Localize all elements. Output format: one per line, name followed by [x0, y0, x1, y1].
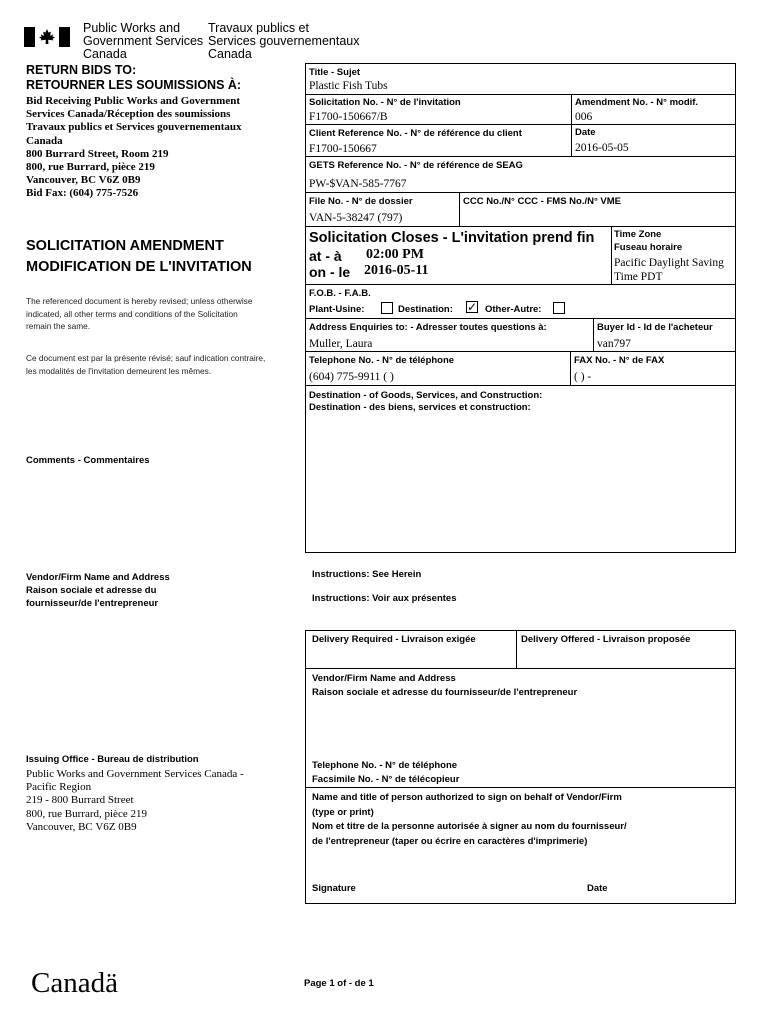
flag-icon: [24, 27, 70, 47]
divider: [611, 226, 612, 284]
department-name-line: Services gouvernementaux: [208, 34, 360, 48]
divider: [305, 226, 736, 227]
enquiries-value: Muller, Laura: [309, 338, 373, 350]
file-number-label: File No. - N° de dossier: [309, 196, 413, 207]
label-line: fournisseur/de l'entrepreneur: [26, 598, 159, 609]
amendment-number-label: Amendment No. - N° modif.: [575, 97, 699, 108]
label-line: Nom et titre de la personne autorisée à signer au nom du fournisseur/: [312, 821, 627, 832]
revision-notice-en: [26, 295, 252, 333]
divider: [305, 192, 736, 193]
divider: [305, 351, 736, 352]
address-line: 800, rue Burrard, pièce 219: [26, 807, 147, 820]
department-name-line: Government Services: [83, 34, 204, 48]
label-line: Vendor/Firm Name and Address: [26, 572, 170, 583]
issuing-office-label: Issuing Office - Bureau de distribution: [26, 754, 199, 765]
divider: [571, 94, 572, 156]
amendment-number-value: 006: [575, 111, 593, 123]
label-line: Destination - des biens, services et construction:: [309, 401, 531, 413]
plant-usine-checkbox[interactable]: [381, 302, 393, 314]
signature-date-label: Date: [587, 883, 608, 894]
notice-line: indicated, all other terms and conditions of the Solicitation: [26, 308, 238, 319]
value-line: Pacific Daylight Saving: [614, 257, 724, 269]
notice-line: Ce document est par la présente révisé; sauf indication contraire,: [26, 353, 266, 363]
address-line: Services Canada/Réception des soumissions: [26, 108, 231, 121]
divider: [305, 124, 736, 125]
divider: [305, 318, 736, 319]
label-line: Time Zone: [614, 229, 662, 240]
label-line: (type or print): [312, 806, 374, 818]
fob-label: F.O.B. - F.A.B.: [309, 288, 371, 299]
department-name-en: [83, 22, 203, 61]
delivery-required-label: Delivery Required - Livraison exigée: [312, 634, 476, 645]
canada-wordmark: Canadä: [31, 967, 118, 999]
label-line: Facsimile No. - N° de télécopieur: [312, 774, 460, 785]
date-value: 2016-05-05: [575, 142, 629, 154]
canada-flag-logo: [24, 27, 70, 47]
authorized-signer-label: [312, 791, 627, 849]
title-line: MODIFICATION DE L'INVITATION: [26, 259, 252, 275]
title-label: Title - Sujet: [309, 67, 361, 78]
solicitation-number-value: F1700-150667/B: [309, 111, 388, 123]
title-value: Plastic Fish Tubs: [309, 80, 388, 92]
address-line: Public Works and Government Services Canada -: [26, 768, 244, 780]
telephone-label: Telephone No. - N° de téléphone: [309, 355, 455, 366]
buyer-id-value: van797: [597, 338, 631, 350]
divider: [593, 318, 594, 351]
department-name-line: Canada: [208, 47, 252, 61]
enquiries-label: Address Enquiries to: - Adresser toutes questions à:: [309, 322, 547, 333]
ccc-number-label: CCC No./N° CCC - FMS No./N° VME: [463, 196, 622, 207]
department-name-line: Canada: [83, 47, 127, 61]
return-bids-heading: [26, 63, 241, 93]
address-line: 800, rue Burrard, pièce 219: [26, 161, 155, 174]
closing-time-value: 02:00 PM: [366, 247, 424, 262]
issuing-office-address: [26, 768, 244, 834]
page-number: Page 1 of - de 1: [304, 978, 374, 989]
heading-line: RETURN BIDS TO:: [26, 63, 137, 77]
vendor-name-label-left: [26, 571, 170, 610]
divider: [516, 630, 517, 668]
heading-line: RETOURNER LES SOUMISSIONS À:: [26, 78, 242, 92]
address-line: Vancouver, BC V6Z 0B9: [26, 820, 137, 833]
closing-time-label: at - à: [309, 248, 342, 264]
address-line: Vancouver, BC V6Z 0B9: [26, 174, 141, 187]
value-line: Time PDT: [614, 271, 663, 283]
amendment-title: [26, 236, 252, 278]
department-name-line: Public Works and: [83, 21, 181, 35]
other-autre-checkbox[interactable]: [553, 302, 565, 314]
department-name-line: Travaux publics et: [208, 21, 309, 35]
plant-usine-label: Plant-Usine:: [309, 304, 365, 315]
divider: [305, 284, 736, 285]
address-line: Travaux publics et Services gouvernementaux: [26, 121, 242, 134]
address-line: Canada: [26, 134, 63, 147]
department-name-fr: [208, 22, 359, 61]
fax-value: ( ) -: [574, 371, 592, 383]
address-line: Bid Receiving Public Works and Government: [26, 95, 241, 107]
fax-label: FAX No. - N° de FAX: [574, 355, 665, 366]
revision-notice-fr: [26, 352, 265, 377]
destination-checkbox-label: Destination:: [398, 304, 453, 315]
label-line: de l'entrepreneur (taper ou écrire en caractères d'imprimerie): [312, 835, 588, 847]
other-autre-label: Other-Autre:: [485, 304, 542, 315]
divider: [305, 156, 736, 157]
title-line: SOLICITATION AMENDMENT: [26, 238, 224, 254]
address-line: Bid Fax: (604) 775-7526: [26, 187, 139, 200]
divider: [459, 192, 460, 226]
address-line: Pacific Region: [26, 781, 92, 794]
closing-date-value: 2016-05-11: [364, 263, 429, 278]
vendor-phone-fax-label: [312, 759, 459, 787]
label-line: Fuseau horaire: [614, 241, 683, 253]
solicitation-number-label: Solicitation No. - N° de l'invitation: [309, 97, 461, 108]
vendor-name-label: [312, 672, 577, 699]
signature-label: Signature: [312, 883, 356, 894]
solicitation-closes-title: Solicitation Closes - L'invitation prend fin: [309, 230, 595, 246]
label-line: Raison sociale et adresse du fournisseur/de l'entrepreneur: [312, 686, 578, 698]
destination-checkbox[interactable]: ✓: [467, 300, 478, 314]
destination-label: [309, 390, 542, 413]
gets-reference-label: GETS Reference No. - N° de référence de SEAG: [309, 160, 523, 171]
closing-date-label: on - le: [309, 264, 351, 280]
client-reference-value: F1700-150667: [309, 143, 377, 155]
label-line: Vendor/Firm Name and Address: [312, 673, 456, 684]
notice-line: remain the same.: [26, 321, 91, 331]
divider: [305, 94, 736, 95]
label-line: Telephone No. - N° de téléphone: [312, 760, 458, 771]
return-bids-address: [26, 95, 242, 201]
divider: [305, 385, 736, 386]
date-label: Date: [575, 127, 596, 138]
comments-label: Comments - Commentaires: [26, 455, 150, 466]
client-reference-label: Client Reference No. - N° de référence du client: [309, 128, 522, 139]
address-line: 219 - 800 Burrard Street: [26, 794, 134, 807]
divider: [570, 351, 571, 385]
address-line: 800 Burrard Street, Room 219: [26, 147, 169, 160]
gets-reference-value: PW-$VAN-585-7767: [309, 178, 407, 190]
file-number-value: VAN-5-38247 (797): [309, 212, 403, 224]
telephone-value: (604) 775-9911 ( ): [309, 371, 394, 383]
notice-line: les modalités de l'invitation demeurent les mêmes.: [26, 365, 212, 376]
label-line: Name and title of person authorized to sign on behalf of Vendor/Firm: [312, 792, 622, 803]
label-line: Raison sociale et adresse du: [26, 585, 157, 596]
buyer-id-label: Buyer Id - Id de l'acheteur: [597, 322, 713, 333]
instructions-fr: Instructions: Voir aux présentes: [312, 593, 457, 604]
instructions-en: Instructions: See Herein: [312, 569, 422, 580]
time-zone-value: [614, 256, 724, 284]
label-line: Destination - of Goods, Services, and Construction:: [309, 390, 543, 401]
notice-line: The referenced document is hereby revised; unless otherwise: [26, 296, 253, 306]
delivery-offered-label: Delivery Offered - Livraison proposée: [521, 634, 691, 645]
divider: [305, 668, 736, 669]
divider: [305, 787, 736, 788]
time-zone-label: [614, 229, 682, 254]
